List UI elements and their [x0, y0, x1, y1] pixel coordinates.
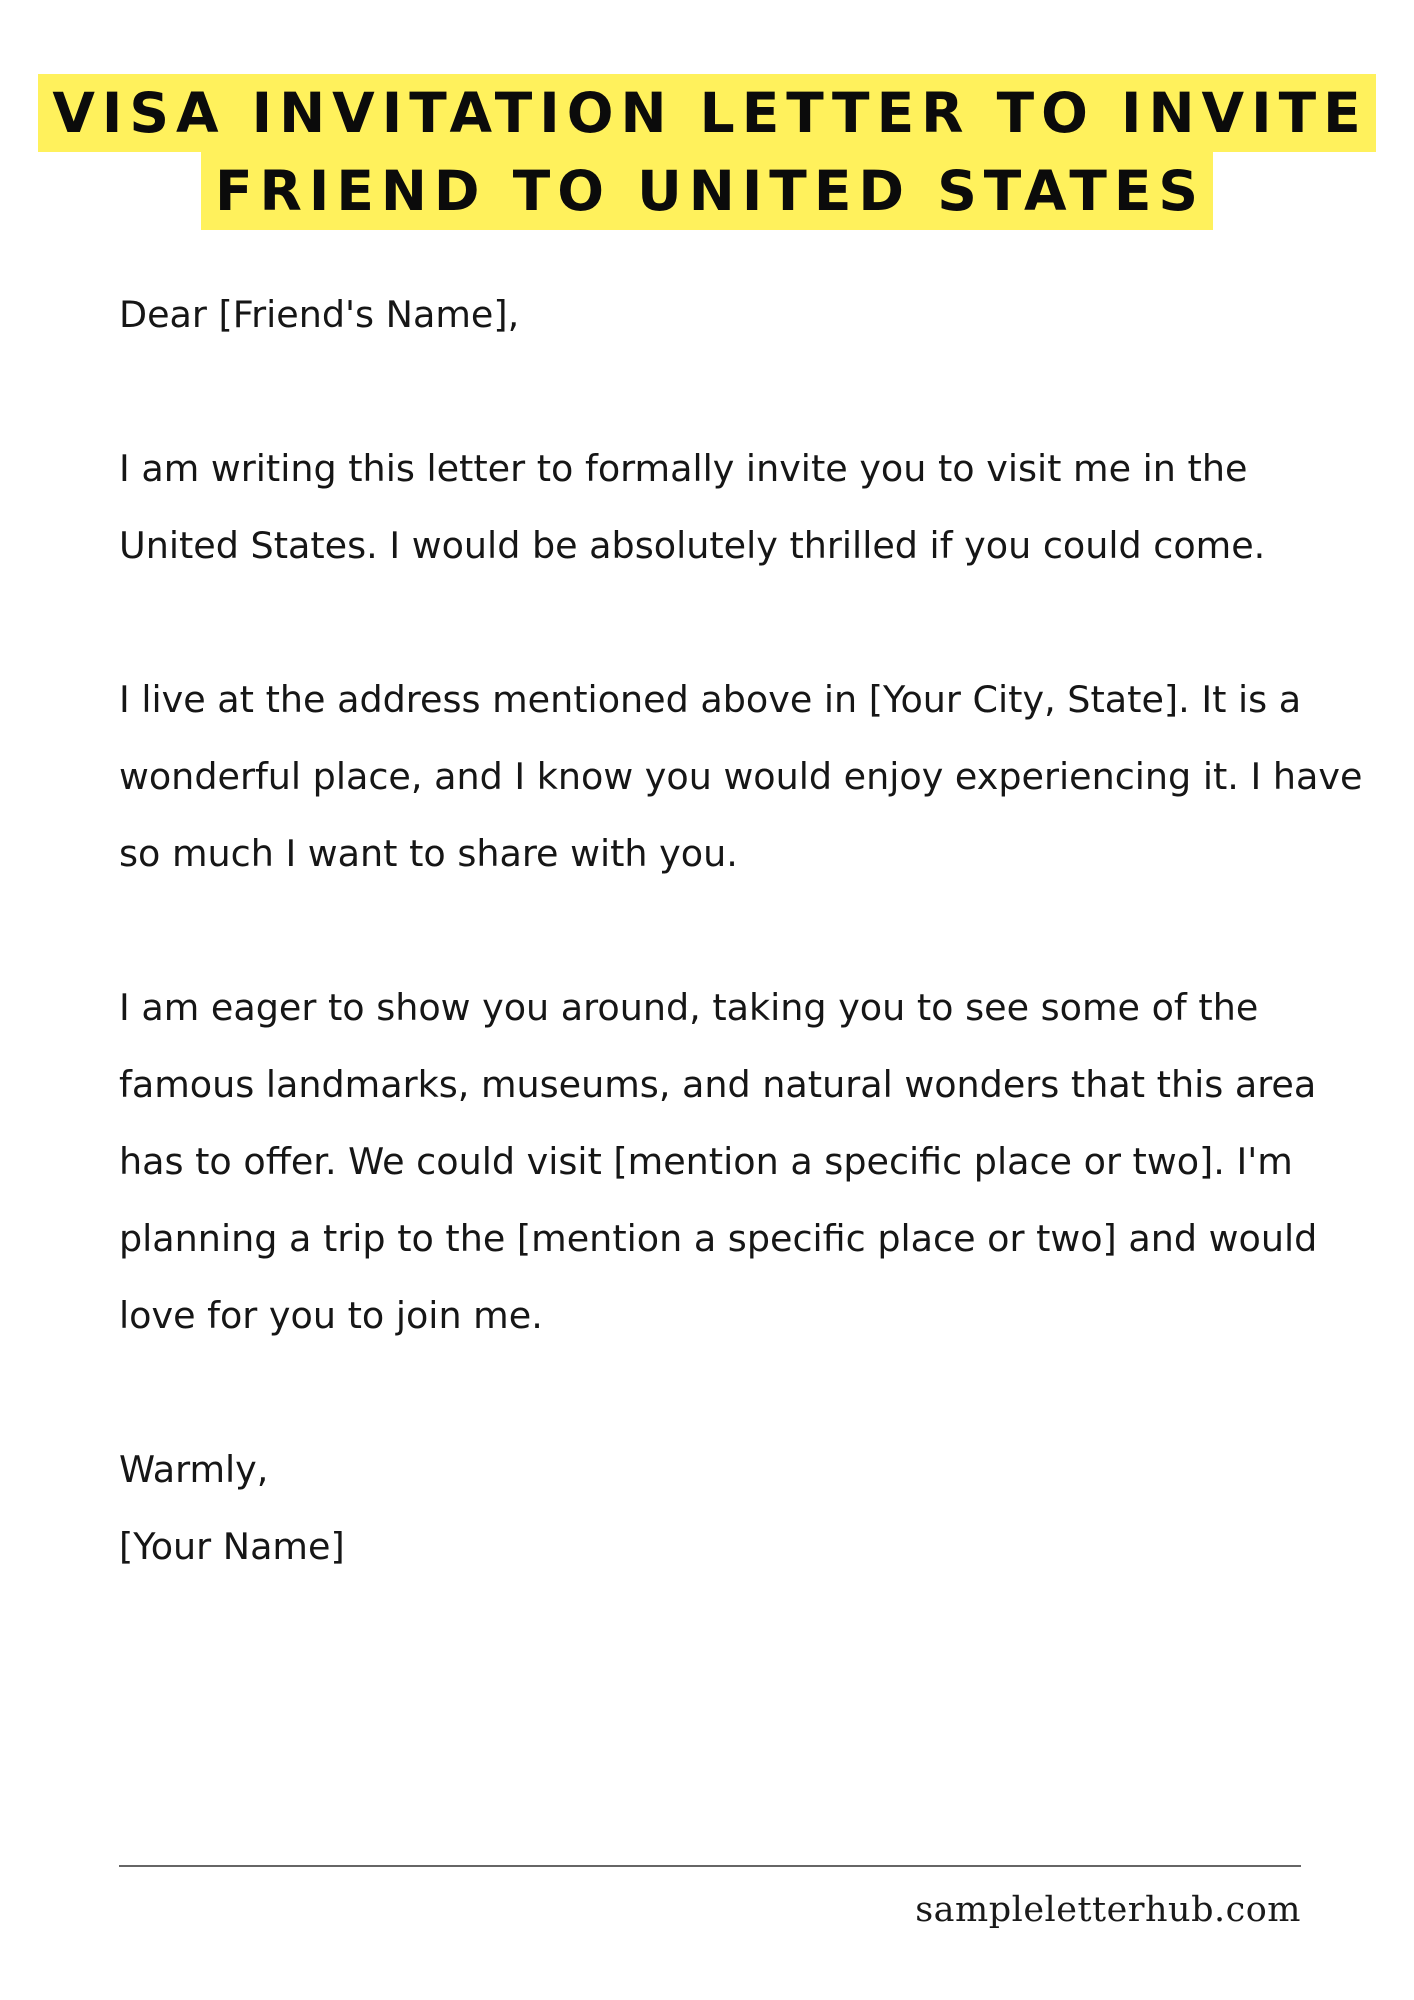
signature: [Your Name] — [119, 1525, 345, 1568]
title-line-2: FRIEND TO UNITED STATES — [201, 152, 1213, 230]
salutation: Dear [Friend's Name], — [119, 293, 520, 336]
footer-site: sampleletterhub.com — [915, 1890, 1301, 1930]
paragraph-2: I live at the address mentioned above in [Your City, State]. It is a wonderful place, and I know you would enjoy experiencing it. I have so much I want to share with you. — [119, 678, 1363, 875]
paragraph-1: I am writing this letter to formally invite you to visit me in the United States. I would be absolutely thrilled if you could come. — [119, 447, 1266, 567]
closing: Warmly, — [119, 1448, 269, 1491]
footer-divider — [119, 1865, 1301, 1867]
letter-body — [119, 276, 1369, 1585]
paragraph-3: I am eager to show you around, taking you to see some of the famous landmarks, museums, and natural wonders that this area has to offer. We could visit [mention a specific place or two]. I'm planning a trip to the [mention a specific place or two] and would love for you to join me. — [119, 986, 1318, 1337]
page-title — [0, 74, 1414, 230]
title-line-1: VISA INVITATION LETTER TO INVITE — [38, 74, 1375, 152]
